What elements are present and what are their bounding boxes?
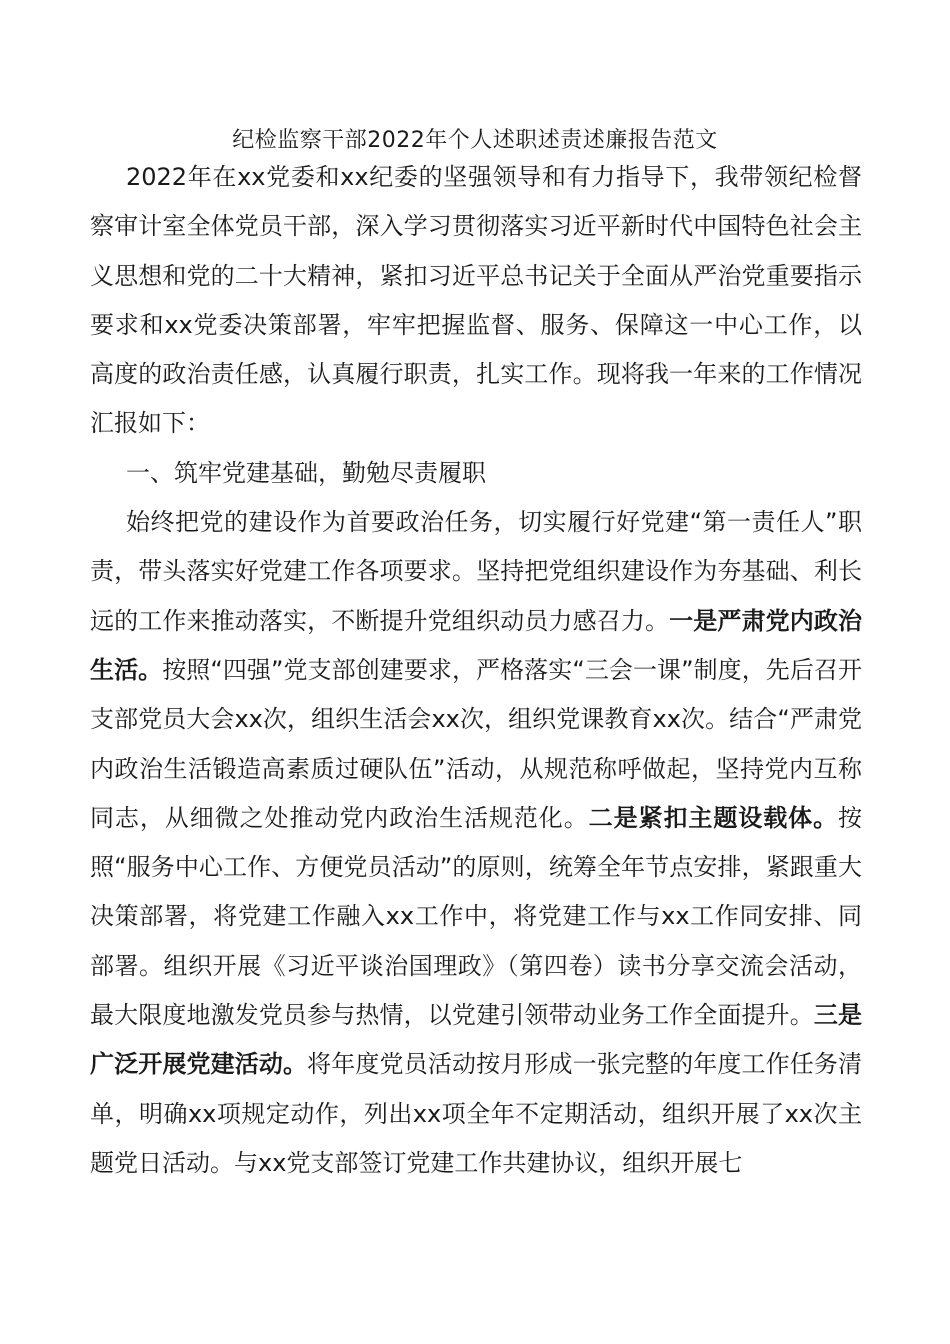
document-title: 纪检监察干部2022年个人述职述责述廉报告范文 bbox=[232, 128, 718, 153]
point-1-heading: 一是严肃党内政治生活。 bbox=[90, 606, 863, 684]
point-2-text: 按照“服务中心工作、方便党员活动”的原则，统筹全年节点安排，紧跟重大决策部署，将党建工作融入xx工作中，将党建工作与xx工作同安排、同部署。组织开展《习近平谈治国理政》（第四卷）读书分享交流会活动，最大限度地激发党员参与热情，以党建引领带动业务工作全面提升。 bbox=[90, 803, 863, 1030]
point-3-text: 将年度党员活动按月形成一张完整的年度工作任务清单，明确xx项规定动作，列出xx项全年不定期活动，组织开展了xx次主题党日活动。与xx党支部签订党建工作共建协议，组织开展七 bbox=[90, 1050, 863, 1177]
section-paragraph bbox=[90, 498, 862, 1188]
point-3-heading: 三是广泛开展党建活动。 bbox=[90, 1001, 863, 1079]
document-body bbox=[90, 153, 862, 1188]
point-2-heading: 二是紧扣主题设载体。 bbox=[588, 803, 839, 832]
intro-paragraph: 2022年在xx党委和xx纪委的坚强领导和有力指导下，我带领纪检督察审计室全体党员干部，深入学习贯彻落实习近平新时代中国特色社会主义思想和党的二十大精神，紧扣习近平总书记关于全面从严治党重要指示要求和xx党委决策部署，牢牢把握监督、服务、保障这一中心工作，以高度的政治责任感，认真履行职责，扎实工作。现将我一年来的工作情况汇报如下： bbox=[90, 163, 862, 438]
section-heading: 一、筑牢党建基础，勤勉尽责履职 bbox=[126, 458, 486, 487]
paragraph-intro-text: 始终把党的建设作为首要政治任务，切实履行好党建“第一责任人”职责，带头落实好党建工作各项要求。坚持把党组织建设作为夯基础、利长远的工作来推动落实，不断提升党组织动员力感召力。 bbox=[90, 508, 862, 635]
point-1-text: 按照“四强”党支部创建要求，严格落实“三会一课”制度，先后召开支部党员大会xx次，组织生活会xx次，组织党课教育xx次。结合“严肃党内政治生活锻造高素质过硬队伍”活动，从规范称呼做起，坚持党内互称同志，从细微之处推动党内政治生活规范化。 bbox=[90, 655, 863, 832]
